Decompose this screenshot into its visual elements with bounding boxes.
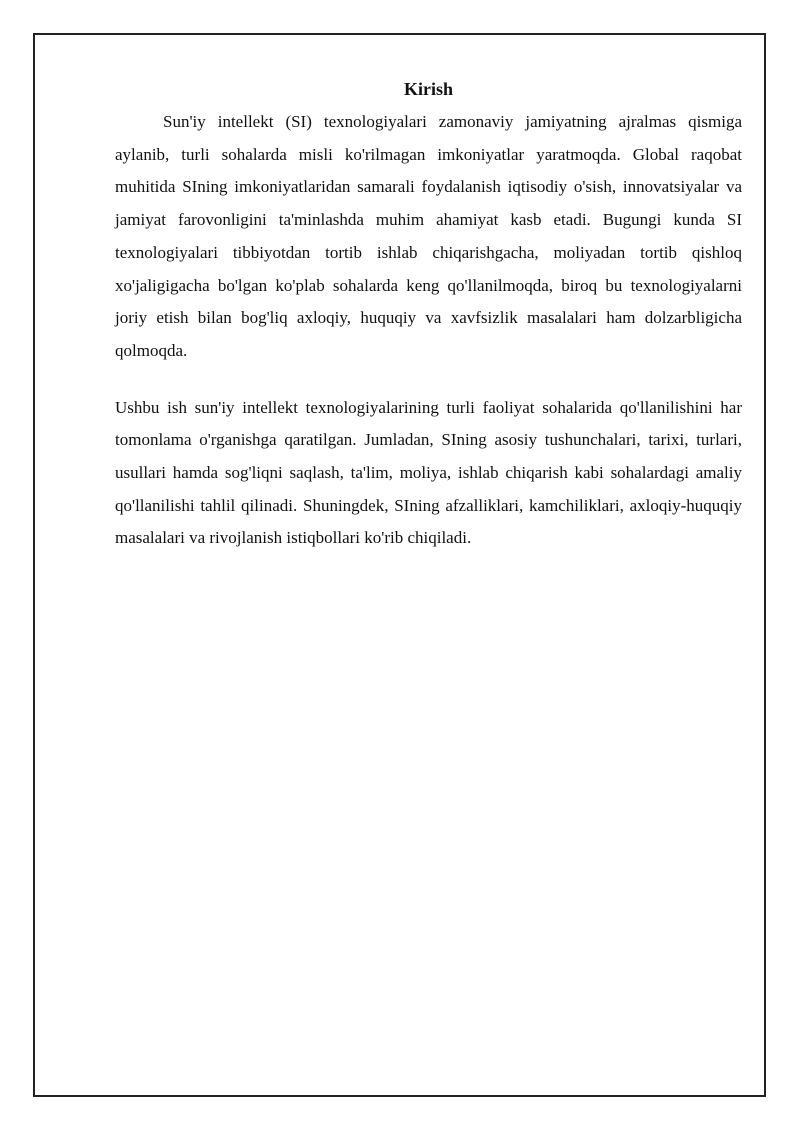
document-body	[115, 78, 742, 555]
paragraph-spacer	[115, 368, 742, 392]
paragraph-scope: Ushbu ish sun'iy intellekt texnologiyalarining turli faoliyat sohalarida qo'llanilishini har tomonlama o'rganishga qaratilgan. Jumladan, SIning asosiy tushunchalari, tarixi, turlari, usullari hamda sog'liqni saqlash, ta'lim, moliya, ishlab chiqarish kabi sohalardagi amaliy qo'llanilishi tahlil qilinadi. Shuningdek, SIning afzalliklari, kamchiliklari, axloqiy-huquqiy masalalari va rivojlanish istiqbollari ko'rib chiqiladi.	[115, 397, 742, 548]
section-title: Kirish	[403, 79, 453, 99]
paragraph-intro: Sun'iy intellekt (SI) texnologiyalari zamonaviy jamiyatning ajralmas qismiga aylanib, turli sohalarda misli ko'rilmagan imkoniyatlar yaratmoqda. Global raqobat muhitida SIning imkoniyatlaridan samarali foydalanish iqtisodiy o'sish, innovatsiyalar va jamiyat farovonligini ta'minlashda muhim ahamiyat kasb etadi. Bugungi kunda SI texnologiyalari tibbiyotdan tortib ishlab chiqarishgacha, moliyadan tortib qishloq xo'jaligigacha bo'lgan ko'plab sohalarda keng qo'llanilmoqda, biroq bu texnologiyalarni joriy etish bilan bog'liq axloqiy, huquqiy va xavfsizlik masalalari ham dolzarbligicha qolmoqda.	[115, 112, 742, 360]
